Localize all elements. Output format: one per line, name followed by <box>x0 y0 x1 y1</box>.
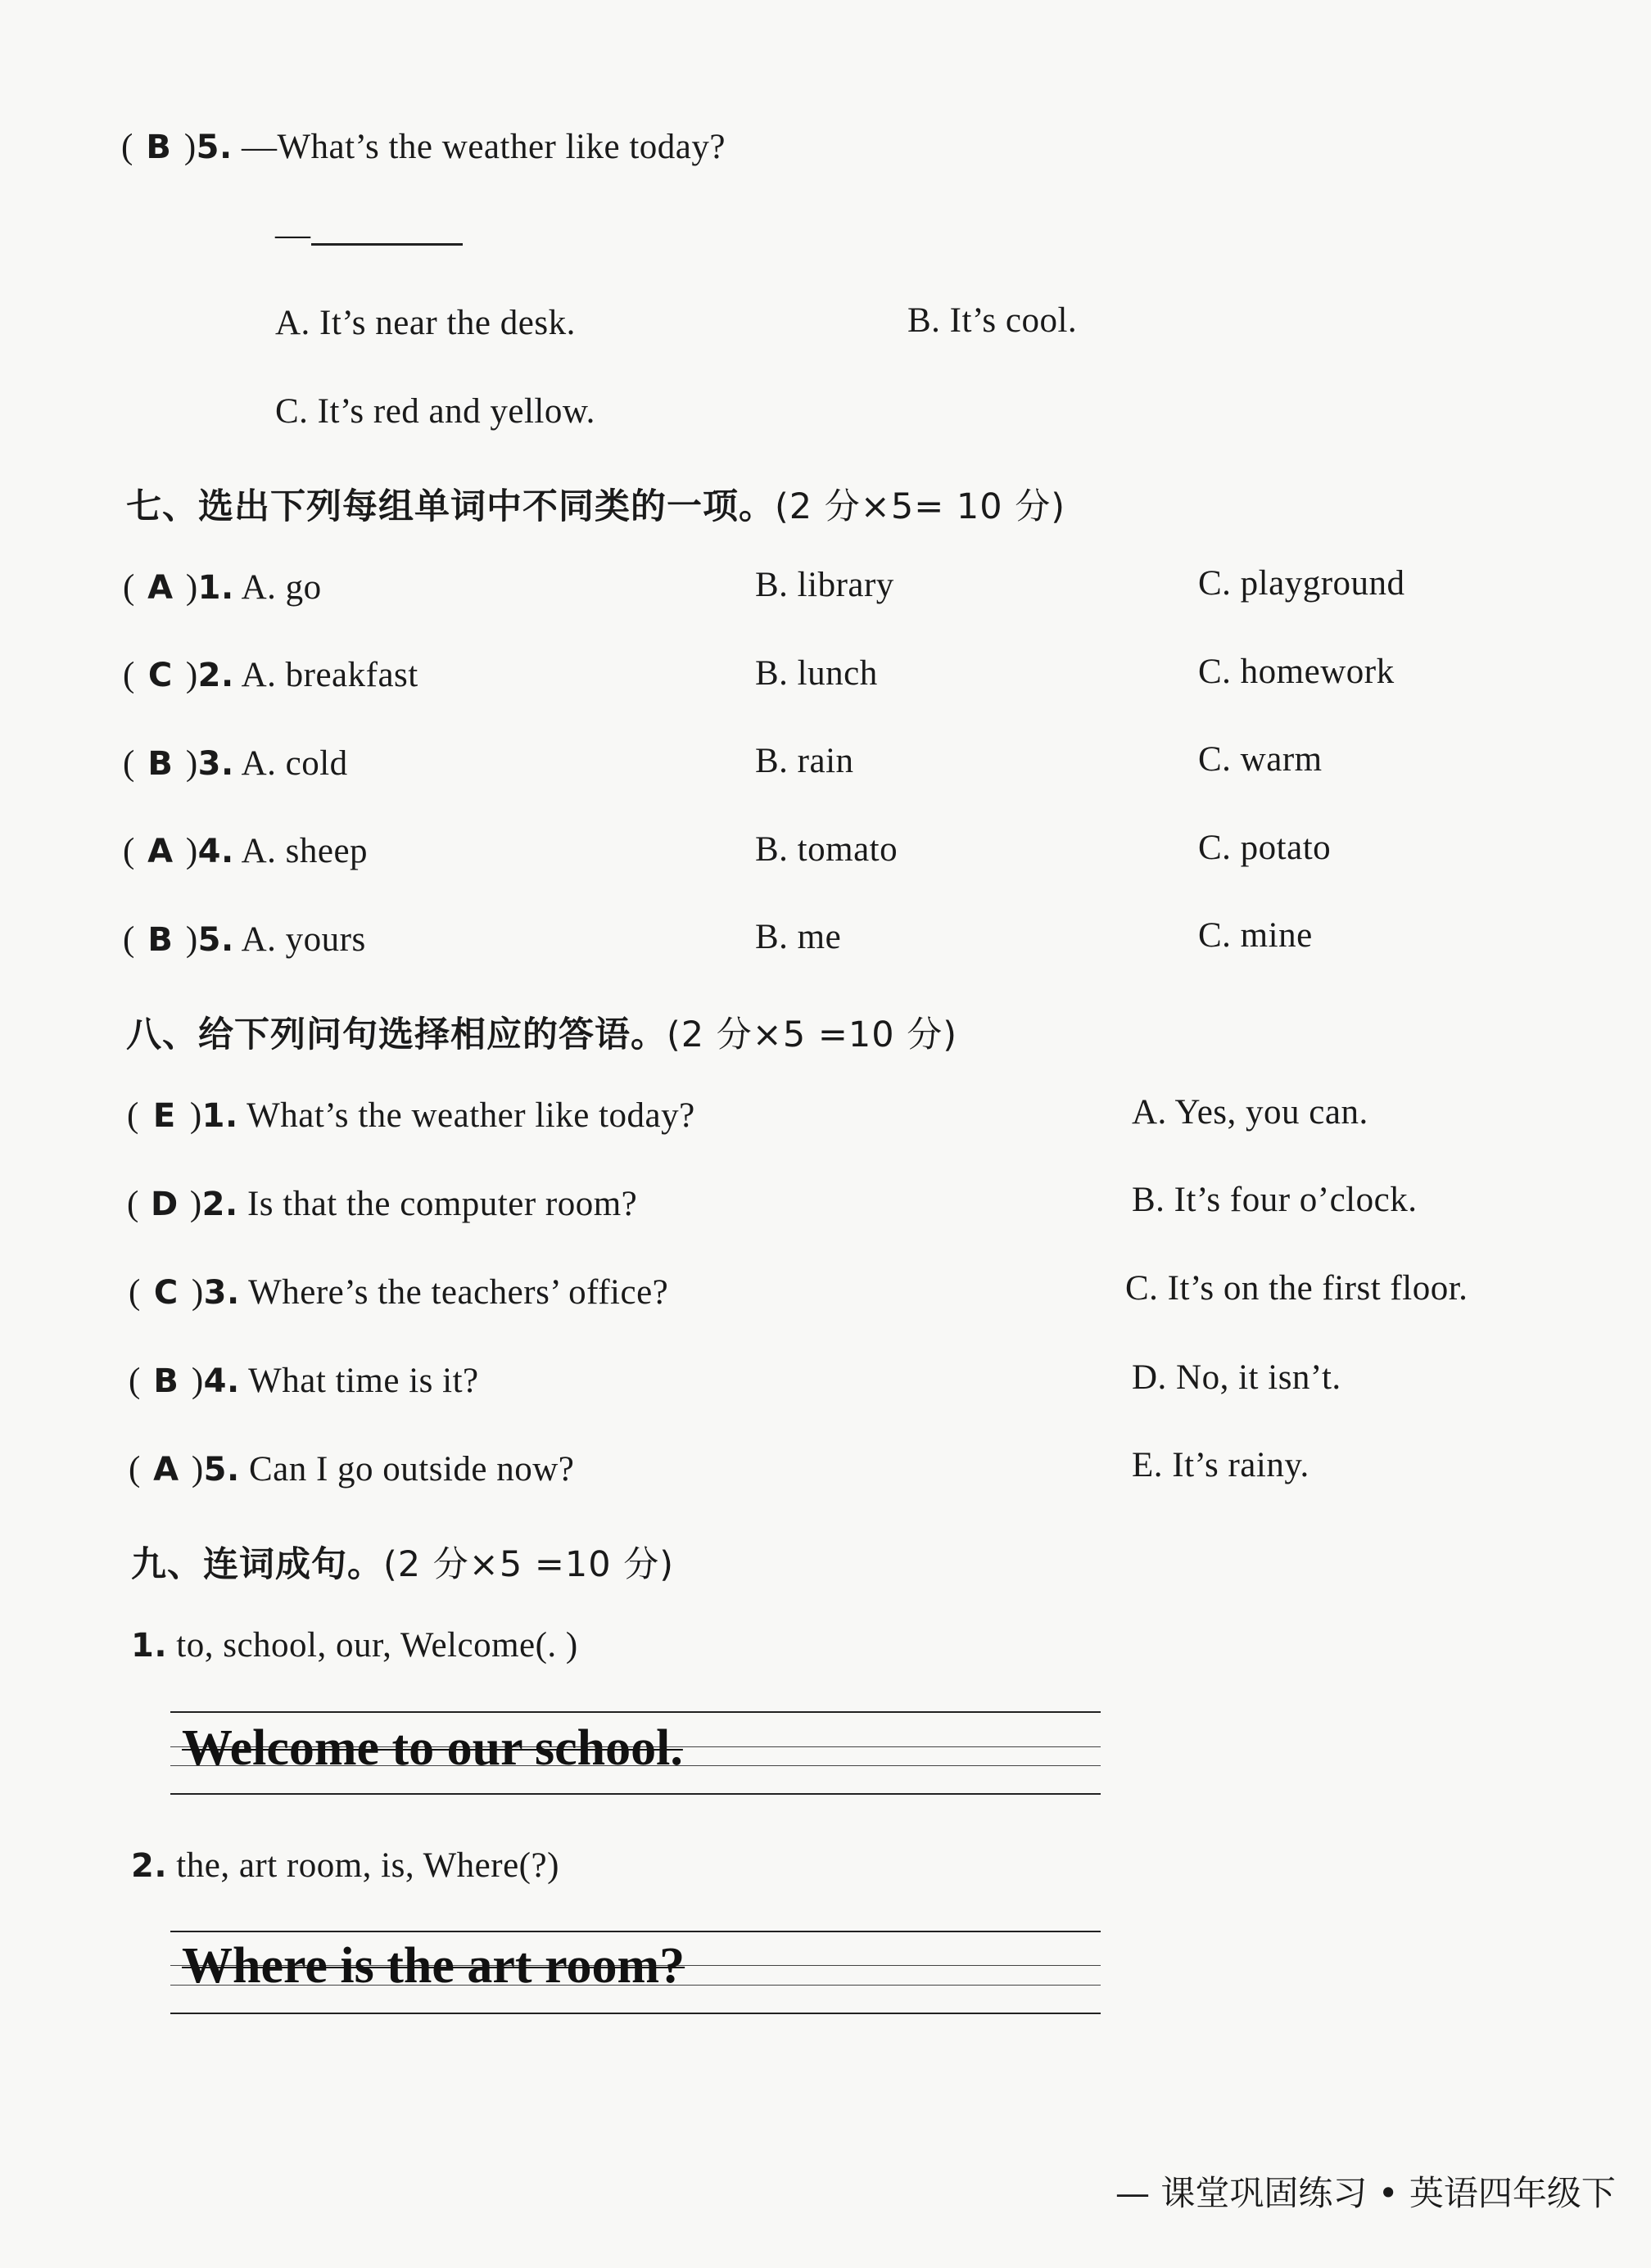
section9-points: (2 分×5 =10 分) <box>383 1544 675 1585</box>
reply-dash: — <box>275 215 311 254</box>
word-b: B. tomato <box>755 830 898 869</box>
scrambled-words: to, school, our, Welcome(. ) <box>176 1626 578 1665</box>
option-a: A. It’s near the desk. <box>275 304 576 342</box>
item-number: 1. <box>131 1627 168 1665</box>
list-item: ( A )4. A. sheep <box>123 832 369 870</box>
answer-mark: B <box>147 745 174 783</box>
answer-mark: A <box>153 1451 179 1489</box>
line-bottom <box>170 2013 1101 2014</box>
question-text: What time is it? <box>248 1362 479 1400</box>
question-number: 5. <box>196 129 233 166</box>
handwritten-answer: Welcome to our school. <box>182 1720 683 1776</box>
list-item: ( B )3. A. cold <box>123 744 348 783</box>
list-item: ( A )1. A. go <box>123 568 322 607</box>
item-number: 2. <box>201 1186 238 1223</box>
list-item: ( E )1. What’s the weather like today? <box>127 1096 695 1135</box>
list-item: ( B )5. A. yours <box>123 920 366 959</box>
question-text: Is that the computer room? <box>247 1185 638 1223</box>
scrambled-words: the, art room, is, Where(?) <box>176 1846 559 1885</box>
reply-blank-row <box>275 215 463 255</box>
answer-mark: E <box>152 1097 176 1135</box>
item-number: 5. <box>203 1451 240 1489</box>
list-item: ( C )3. Where’s the teachers’ office? <box>129 1273 669 1312</box>
line-top <box>170 1931 1101 1932</box>
answer-mark: C <box>153 1274 179 1312</box>
q6-5-row: ( B )5. —What’s the weather like today? <box>121 128 726 166</box>
reply-option: A. Yes, you can. <box>1132 1093 1368 1132</box>
scramble-item-2 <box>131 1846 559 1886</box>
item-number: 5. <box>197 921 234 959</box>
word-c: C. playground <box>1198 564 1405 603</box>
word-a: A. yours <box>241 920 366 959</box>
word-b: B. rain <box>755 742 854 780</box>
line-bottom <box>170 1793 1101 1795</box>
word-c: C. warm <box>1198 740 1323 779</box>
answer-mark: D <box>150 1186 179 1223</box>
item-number: 3. <box>203 1274 240 1312</box>
question-text: —What’s the weather like today? <box>241 128 726 166</box>
section7-points: (2 分×5= 10 分) <box>775 486 1066 527</box>
section8-heading <box>126 1007 957 1057</box>
option-b: B. It’s cool. <box>907 301 1078 340</box>
question-text: What’s the weather like today? <box>247 1096 695 1135</box>
item-number: 1. <box>197 569 234 607</box>
answer-mark: A <box>147 833 174 870</box>
word-b: B. lunch <box>755 654 878 693</box>
answer-mark: B <box>147 921 174 959</box>
word-a: A. sheep <box>241 832 369 870</box>
question-text: Can I go outside now? <box>248 1450 575 1489</box>
item-number: 2. <box>131 1847 168 1885</box>
list-item: ( A )5. Can I go outside now? <box>129 1450 575 1489</box>
item-number: 4. <box>197 833 234 870</box>
list-item: ( B )4. What time is it? <box>129 1362 479 1400</box>
section9-heading <box>131 1537 674 1587</box>
item-number: 1. <box>201 1097 238 1135</box>
reply-option: D. No, it isn’t. <box>1132 1358 1341 1397</box>
word-c: C. mine <box>1198 916 1313 955</box>
reply-option: B. It’s four o’clock. <box>1132 1181 1418 1219</box>
section8-title: 八、给下列问句选择相应的答语。 <box>126 1014 667 1055</box>
reply-option: C. It’s on the first floor. <box>1125 1269 1468 1308</box>
page-footer: — 课堂巩固练习 • 英语四年级下 <box>1115 2173 1616 2213</box>
reply-option: E. It’s rainy. <box>1132 1446 1309 1484</box>
word-b: B. library <box>755 566 894 604</box>
answer-mark: C <box>147 657 173 694</box>
answer-mark: B <box>146 129 172 166</box>
line-top <box>170 1711 1101 1713</box>
section9-title: 九、连词成句。 <box>131 1544 383 1585</box>
option-c: C. It’s red and yellow. <box>275 392 595 431</box>
word-a: A. go <box>241 568 322 607</box>
word-a: A. breakfast <box>241 656 418 694</box>
section8-points: (2 分×5 =10 分) <box>667 1014 958 1055</box>
word-c: C. potato <box>1198 829 1332 867</box>
answer-mark: B <box>153 1362 179 1400</box>
section7-title: 七、选出下列每组单词中不同类的一项。 <box>126 486 775 527</box>
handwritten-answer: Where is the art room? <box>182 1938 685 1994</box>
word-a: A. cold <box>241 744 348 783</box>
item-number: 2. <box>197 657 234 694</box>
section7-heading <box>126 479 1065 529</box>
word-b: B. me <box>755 918 842 956</box>
item-number: 4. <box>203 1362 240 1400</box>
list-item: ( C )2. A. breakfast <box>123 656 418 694</box>
word-c: C. homework <box>1198 653 1395 691</box>
reply-blank <box>311 219 463 246</box>
list-item: ( D )2. Is that the computer room? <box>127 1185 638 1223</box>
answer-mark: A <box>147 569 174 607</box>
item-number: 3. <box>197 745 234 783</box>
scramble-item-1 <box>131 1625 578 1665</box>
question-text: Where’s the teachers’ office? <box>248 1273 669 1312</box>
